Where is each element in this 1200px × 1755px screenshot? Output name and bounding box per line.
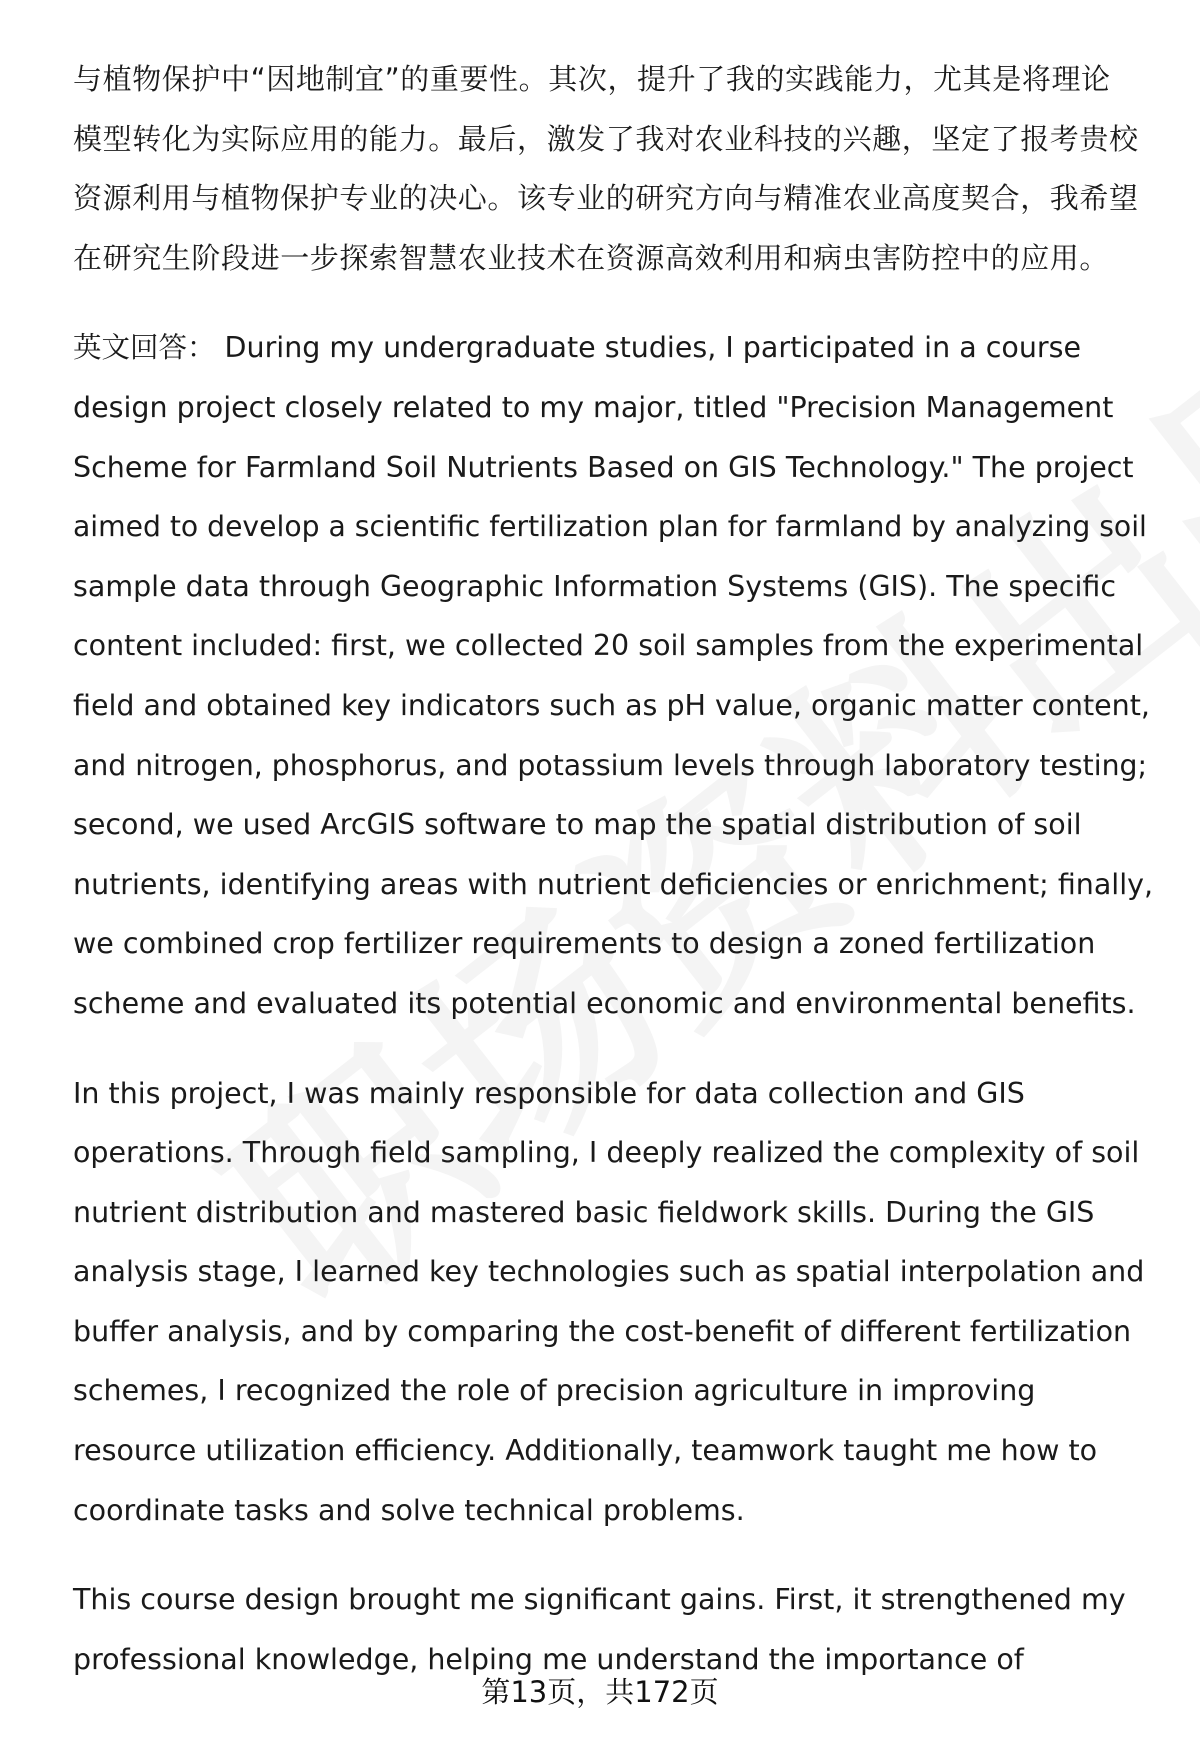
text-line: we combined crop fertilizer requirements to design a zoned fertilization xyxy=(73,927,1096,961)
text-line: scheme and evaluated its potential economic and environmental benefits. xyxy=(73,986,1136,1020)
text-line: sample data through Geographic Information Systems (GIS). The specific xyxy=(73,569,1117,603)
text-line: 资源利用与植物保护专业的决心。该专业的研究方向与精准农业高度契合，我希望 xyxy=(73,181,1139,216)
text-line: 英文回答： During my undergraduate studies, I participated in a course xyxy=(73,331,1081,365)
text-line: Scheme for Farmland Soil Nutrients Based on GIS Technology." The project xyxy=(73,450,1134,484)
text-line: aimed to develop a scientific fertilization plan for farmland by analyzing soil xyxy=(73,510,1147,544)
text-line: content included: first, we collected 20 soil samples from the experimental xyxy=(73,629,1144,663)
text-line: 在研究生阶段进一步探索智慧农业技术在资源高效利用和病虫害防控中的应用。 xyxy=(73,240,1110,275)
text-line: coordinate tasks and solve technical problems. xyxy=(73,1493,745,1527)
paragraph-english-answer-intro xyxy=(73,318,1153,1033)
text-line: operations. Through field sampling, I deeply realized the complexity of soil xyxy=(73,1136,1140,1170)
paragraph-chinese-answer xyxy=(73,50,1153,288)
text-line: resource utilization efficiency. Additionally, teamwork taught me how to xyxy=(73,1434,1098,1468)
text-line: design project closely related to my major, titled "Precision Management xyxy=(73,390,1114,424)
text-line: buffer analysis, and by comparing the cost-benefit of different fertilization xyxy=(73,1314,1132,1348)
text-line: In this project, I was mainly responsible for data collection and GIS xyxy=(73,1076,1025,1110)
text-line: nutrient distribution and mastered basic fieldwork skills. During the GIS xyxy=(73,1195,1095,1229)
page-body xyxy=(73,50,1153,1719)
text-line: schemes, I recognized the role of precision agriculture in improving xyxy=(73,1374,1036,1408)
page-number-footer: 第13页，共172页 xyxy=(481,1675,719,1709)
text-line: nutrients, identifying areas with nutrient deficiencies or enrichment; finally, xyxy=(73,867,1154,901)
text-line: analysis stage, I learned key technologies such as spatial interpolation and xyxy=(73,1255,1145,1289)
text-line: This course design brought me significant gains. First, it strengthened my xyxy=(73,1583,1126,1617)
text-line: 与植物保护中“因地制宜”的重要性。其次，提升了我的实践能力，尤其是将理论 xyxy=(73,62,1111,96)
text-line: and nitrogen, phosphorus, and potassium levels through laboratory testing; xyxy=(73,748,1148,782)
paragraph-responsibilities xyxy=(73,1064,1153,1541)
text-line: professional knowledge, helping me understand the importance of xyxy=(73,1642,1024,1676)
text-line: field and obtained key indicators such as pH value, organic matter content, xyxy=(73,688,1150,722)
text-line: 模型转化为实际应用的能力。最后，激发了我对农业科技的兴趣，坚定了报考贵校 xyxy=(73,121,1139,156)
text-line: second, we used ArcGIS software to map the spatial distribution of soil xyxy=(73,808,1082,842)
